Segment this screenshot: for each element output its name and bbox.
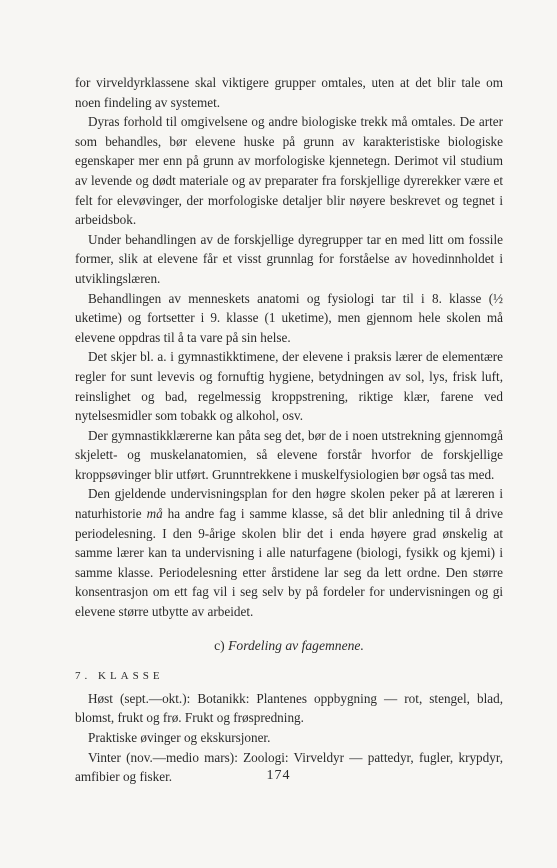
paragraph: for virveldyrklassene skal viktigere grupper omtales, uten at det blir tale om noen findeling av systemet.: [75, 75, 503, 110]
section-title: Fordeling av fagemnene.: [228, 637, 364, 653]
page-number: 174: [266, 768, 291, 783]
paragraph: Der gymnastikklærerne kan påta seg det, bør de i noen utstrekning gjennomgå skjelett- og muskelanatomien, så elevene forstår hvorfor de forskjellige kroppsøvinger blir utført. Grunntrekkene i muskelfysiologien bør også tas med.: [75, 427, 503, 482]
section-heading: [75, 636, 503, 656]
paragraph: Det skjer bl. a. i gymnastikktimene, der elevene i praksis lærer de elementære regler for sunt levevis og fornuftig hygiene, betydningen av sol, lys, frisk luft, reinslighet og bad, regelmessig kroppstrening, riktige klær, farene ved nytelsesmidler som tobakk og alkohol, osv.: [75, 349, 503, 424]
section-prefix: c): [214, 637, 225, 653]
emphasis-text: må: [146, 506, 163, 522]
class-paragraph: Praktiske øvinger og ekskursjoner.: [88, 730, 271, 745]
paragraph: Behandlingen av menneskets anatomi og fysiologi tar til i 8. klasse (½ uketime) og fortsetter i 9. klasse (1 uketime), men gjennom hele skolen må elevene oppdras til å ta vare på sin helse.: [75, 290, 503, 345]
paragraph: Dyras forhold til omgivelsene og andre biologiske trekk må omtales. De arter som behandles, bør elevene huske på grunn av karakteristiske biologiske egenskaper mer enn på grunn av morfologiske kjennetegn. Derimot vil studium av levende og dødt materiale og av preparater fra forskjellige dyrerekker være et felt for elevøvinger, der morfologiske detaljer blir nøyere beskrevet og tegnet i arbeidsbok.: [75, 114, 503, 228]
paragraph-text: Den gjeldende undervisningsplan for den høgre skolen peker på at læreren i naturhistorie: [75, 486, 503, 522]
class-heading: 7. KLASSE: [75, 670, 164, 683]
paragraph: [75, 484, 503, 621]
paragraph-text: ha andre fag i samme klasse, så det blir anledning til å drive periodelesning. I den 9-årige skolen blir det i enda høyere grad ønskelig at samme lærer kan ta undervisning i alle naturfagene (biologi, fysikk og kjemi) i samme klasse. Periodelesning etter årstidene lar seg da lett ordne. Den større konsentrasjon om ett fag vil i seg selv by på fordeler for undervisningen og gi elevene større utbytte av arbeidet.: [75, 506, 504, 620]
page-body: [75, 73, 503, 787]
class-paragraph: Vinter (nov.—medio mars): Zoologi: Virveldyr — pattedyr, fugler, krypdyr, amfibier og fisker.: [75, 749, 503, 785]
paragraph: Under behandlingen av de forskjellige dyregrupper tar en med litt om fossile former, slik at elevene får et visst grunnlag for forståelse av hovedinnholdet i utviklingslæren.: [75, 231, 503, 286]
class-paragraph: Høst (sept.—okt.): Botanikk: Plantenes oppbygning — rot, stengel, blad, blomst, frukt og frø. Frukt og frøspredning.: [75, 690, 503, 726]
